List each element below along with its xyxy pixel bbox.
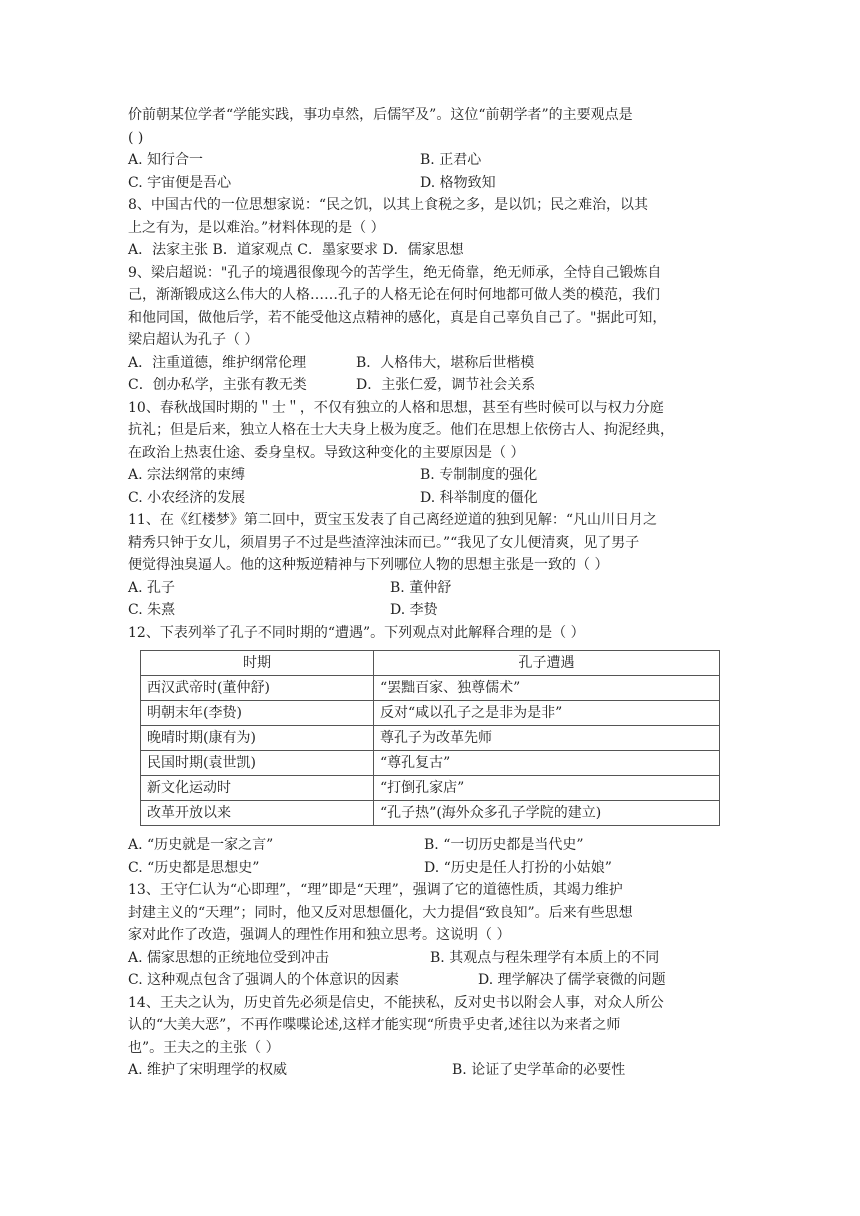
question-stem-line: 己，渐渐锻成这么伟大的人格……孔子的人格无论在何时何地都可做人类的模范，我们 — [128, 287, 660, 303]
option-d[interactable]: D. “历史是任人打扮的小姑娘” — [424, 859, 612, 876]
question-stem-line: 10、春秋战国时期的＂士＂，不仅有独立的人格和思想，甚至有些时候可以与权力分庭 — [128, 399, 664, 416]
option-b[interactable]: B．人格伟大，堪称后世楷模 — [356, 354, 535, 371]
table-cell: 改革开放以来 — [141, 801, 374, 826]
option-a[interactable]: A. 知行合一 — [128, 152, 204, 168]
table-row — [141, 801, 720, 826]
question-stem-line: 封建主义的“天理”；同时，他又反对思想僵化，大力提倡“致良知”。后来有些思想 — [128, 904, 633, 921]
option-a[interactable]: A. 宗法纲常的束缚 — [128, 467, 246, 483]
question-stem-line: 13、王守仁认为“心即理”，“理”即是“天理”，强调了它的道德性质，其竭力维护 — [128, 882, 623, 898]
option-b[interactable]: B. “一切历史都是当代史” — [424, 837, 584, 853]
question-stem-line: 价前朝某位学者“学能实践，事功卓然，后儒罕及”。这位“前朝学者”的主要观点是 — [128, 107, 633, 123]
table-cell: 西汉武帝时(董仲舒) — [141, 676, 374, 701]
question-stem-line: 上之有为，是以难治。”材料体现的是（ ） — [128, 219, 385, 236]
option-a[interactable]: A. 儒家思想的正统地位受到冲击 — [128, 949, 330, 966]
option-a[interactable]: A. 维护了宋明理学的权威 — [128, 1062, 288, 1078]
option-a[interactable]: A. 孔子 — [128, 579, 176, 596]
option-b[interactable]: B. 其观点与程朱理学有本质上的不同 — [430, 949, 660, 966]
question-stem-line: 梁启超认为孔子（ ） — [128, 332, 259, 348]
question-stem-line: 12、下表列举了孔子不同时期的“遭遇”。下列观点对此解释合理的是（ ） — [128, 624, 585, 641]
option-row — [128, 487, 736, 510]
question-stem-line: 8、中国古代的一位思想家说：“民之饥，以其上食税之多，是以饥；民之难治，以其 — [128, 197, 649, 213]
option-d[interactable]: D．主张仁爱，调节社会关系 — [356, 377, 536, 393]
table-cell: “尊孔复古” — [374, 751, 720, 776]
option-d[interactable]: D. 李贽 — [390, 602, 438, 618]
table-cell: “罢黜百家、独尊儒术” — [374, 676, 720, 701]
question-stem-line: 便觉得浊臭逼人。他的这种叛逆精神与下列哪位人物的思想主张是一致的（ ） — [128, 557, 609, 573]
table-cell: 晚晴时期(康有为) — [141, 726, 374, 751]
table-row — [141, 751, 720, 776]
option-a[interactable]: A. “历史就是一家之言” — [128, 837, 274, 853]
table-row — [141, 701, 720, 726]
table-cell: 民国时期(袁世凯) — [141, 751, 374, 776]
table-cell: 新文化运动时 — [141, 776, 374, 801]
option-row — [128, 374, 736, 397]
table-cell: “打倒孔家店” — [374, 776, 720, 801]
option-row — [128, 947, 736, 970]
question-7 — [128, 104, 736, 194]
question-stem-line: 11、在《红楼梦》第二回中，贾宝玉发表了自己离经逆道的独到见解：“凡山川日月之 — [128, 512, 657, 528]
option-row — [128, 172, 736, 195]
option-c[interactable]: C．创办私学，主张有教无类 — [128, 377, 307, 393]
question-stem-line: 抗礼；但是后来，独立人格在士大夫身上极为度乏。他们在思想上依傍古人、拘泥经典， — [128, 422, 674, 438]
table-cell: 反对“咸以孔子之是非为是非” — [374, 701, 720, 726]
option-row — [128, 857, 736, 880]
option-d[interactable]: D. 科举制度的僵化 — [420, 489, 538, 506]
option-b[interactable]: B. 董仲舒 — [390, 579, 452, 596]
option-b[interactable]: B. 论证了史学革命的必要性 — [452, 1062, 626, 1078]
option-b[interactable]: B. 正君心 — [420, 152, 482, 168]
table-cell: 尊孔子为改革先师 — [374, 726, 720, 751]
question-stem-line: 14、王夫之认为，历史首先必须是信史，不能挟私，反对史书以附会人事，对众人所公 — [128, 994, 664, 1011]
question-14 — [128, 992, 736, 1082]
option-line[interactable]: A．法家主张 B．道家观点 C．墨家要求 D．儒家思想 — [128, 242, 464, 258]
question-stem-line: 在政治上热衷仕途、委身皇权。导致这种变化的主要原因是（ ） — [128, 444, 525, 461]
table-row — [141, 726, 720, 751]
table-row — [141, 776, 720, 801]
option-c[interactable]: C. 朱熹 — [128, 602, 176, 618]
question-stem-line: 也”。王夫之的主张（ ） — [128, 1039, 280, 1056]
option-row — [128, 149, 736, 172]
option-row — [128, 599, 736, 622]
option-row — [128, 577, 736, 600]
option-row — [128, 352, 736, 375]
question-8 — [128, 194, 736, 262]
question-stem-line: 认的“大美大恶”，不再作喋喋论述,这样才能实现“所贵乎史者,述往以为来者之师 — [128, 1017, 621, 1033]
option-b[interactable]: B. 专制制度的强化 — [420, 467, 538, 483]
option-row — [128, 464, 736, 487]
table-header-row — [141, 651, 720, 676]
option-c[interactable]: C. 这种观点包含了强调人的个体意识的因素 — [128, 972, 400, 988]
table-cell: “孔子热”(海外众多孔子学院的建立) — [374, 801, 720, 826]
option-c[interactable]: C. “历史都是思想史” — [128, 859, 260, 876]
exam-page — [128, 104, 736, 1082]
question-stem-line: 精秀只钟于女儿，须眉男子不过是些渣滓浊沫而已。”“我见了女儿便清爽，见了男子 — [128, 534, 640, 551]
table-row — [141, 676, 720, 701]
question-9 — [128, 262, 736, 397]
table-header: 孔子遭遇 — [374, 651, 720, 676]
option-row — [128, 969, 736, 992]
question-stem-line: ( ) — [128, 129, 144, 146]
option-row — [128, 1059, 736, 1082]
option-a[interactable]: A．注重道德，维护纲常伦理 — [128, 354, 307, 371]
option-c[interactable]: C. 宇宙便是吾心 — [128, 174, 232, 191]
question-13 — [128, 879, 736, 992]
question-stem-line: 家对此作了改造，强调人的理性作用和独立思考。这说明（ ） — [128, 927, 511, 943]
question-stem-line: 和他同国，做他后学，若不能受他这点精神的感化，真是自己辜负自己了。"据此可知， — [128, 309, 667, 326]
question-11 — [128, 509, 736, 622]
option-d[interactable]: D. 理学解决了儒学衰微的问题 — [478, 972, 666, 988]
option-d[interactable]: D. 格物致知 — [420, 174, 496, 191]
question-stem-line: 9、梁启超说："孔子的境遇很像现今的苦学生，绝无倚靠，绝无师承，全恃自己锻炼自 — [128, 264, 662, 281]
question-10 — [128, 397, 736, 510]
table-header: 时期 — [141, 651, 374, 676]
history-table — [140, 650, 720, 826]
question-12 — [128, 622, 736, 880]
option-c[interactable]: C. 小农经济的发展 — [128, 489, 246, 506]
table-cell: 明朝末年(李贽) — [141, 701, 374, 726]
option-row — [128, 834, 736, 857]
